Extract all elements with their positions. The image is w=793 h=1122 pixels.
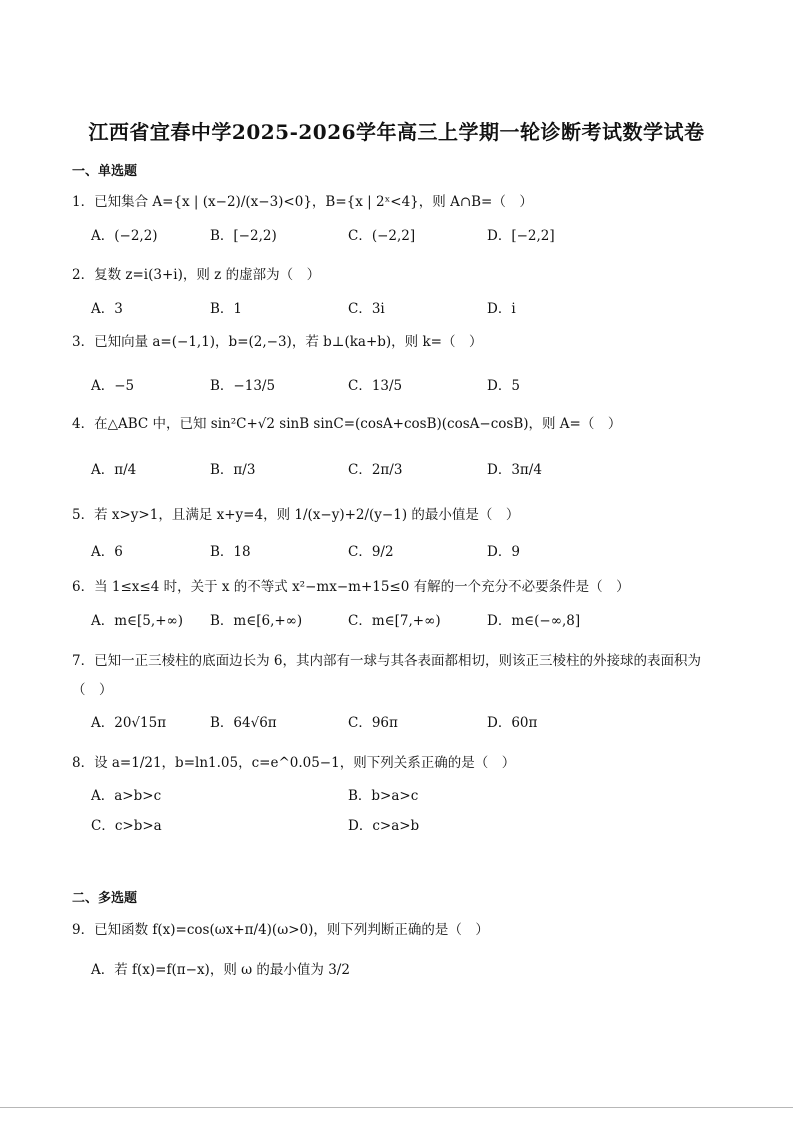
question-1-option-c[interactable]: C．(−2,2] <box>348 228 416 244</box>
question-7-option-b[interactable]: B．64√6π <box>210 715 277 731</box>
question-9-stem: 9．已知函数 f(x)=cos(ωx+π/4)(ω>0)，则下列判断正确的是（ ） <box>72 922 489 938</box>
question-7-stem-continued: （ ） <box>72 682 113 698</box>
question-8-option-c[interactable]: C．c>b>a <box>91 818 162 834</box>
question-2-stem: 2．复数 z=i(3+i)，则 z 的虚部为（ ） <box>72 267 321 283</box>
question-2-option-c[interactable]: C．3i <box>348 301 385 317</box>
question-7-option-d[interactable]: D．60π <box>487 715 538 731</box>
question-4-option-a[interactable]: A．π/4 <box>91 462 137 478</box>
question-2-option-b[interactable]: B．1 <box>210 301 243 317</box>
question-1-option-d[interactable]: D．[−2,2] <box>487 228 555 244</box>
question-2-option-a[interactable]: A．3 <box>91 301 123 317</box>
question-4-stem: 4．在△ABC 中，已知 sin²C+√2 sinB sinC=(cosA+cosB)(cosA−cosB)，则 A=（ ） <box>72 416 622 432</box>
question-7-option-c[interactable]: C．96π <box>348 715 398 731</box>
question-1-option-a[interactable]: A．(−2,2) <box>91 228 158 244</box>
question-6-option-a[interactable]: A．m∈[5,+∞) <box>91 613 184 629</box>
question-4-option-c[interactable]: C．2π/3 <box>348 462 403 478</box>
question-3-option-c[interactable]: C．13/5 <box>348 378 403 394</box>
question-8-stem: 8．设 a=1/21，b=ln1.05，c=e^0.05−1，则下列关系正确的是（ ） <box>72 755 516 771</box>
question-4-option-b[interactable]: B．π/3 <box>210 462 256 478</box>
section-single-choice: 一、单选题 <box>72 164 138 179</box>
question-1-option-b[interactable]: B．[−2,2) <box>210 228 277 244</box>
question-6-stem: 6．当 1≤x≤4 时，关于 x 的不等式 x²−mx−m+15≤0 有解的一个充分不必要条件是（ ） <box>72 579 630 595</box>
question-5-stem: 5．若 x>y>1，且满足 x+y=4，则 1/(x−y)+2/(y−1) 的最小值是（ ） <box>72 507 520 523</box>
question-8-option-b[interactable]: B．b>a>c <box>348 788 419 804</box>
question-9-option-a[interactable]: A．若 f(x)=f(π−x)，则 ω 的最小值为 3/2 <box>91 962 350 978</box>
question-8-option-a[interactable]: A．a>b>c <box>91 788 162 804</box>
question-5-option-a[interactable]: A．6 <box>91 544 123 560</box>
question-5-option-c[interactable]: C．9/2 <box>348 544 394 560</box>
question-5-option-d[interactable]: D．9 <box>487 544 520 560</box>
question-8-option-d[interactable]: D．c>a>b <box>348 818 420 834</box>
question-5-option-b[interactable]: B．18 <box>210 544 251 560</box>
question-1-stem: 1．已知集合 A={x | (x−2)/(x−3)<0}，B={x | 2ˣ<4}，则 A∩B=（ ） <box>72 194 533 210</box>
question-3-option-a[interactable]: A．−5 <box>91 378 135 394</box>
question-6-option-d[interactable]: D．m∈(−∞,8] <box>487 613 581 629</box>
page-bottom-divider <box>0 1107 793 1108</box>
question-6-option-c[interactable]: C．m∈[7,+∞) <box>348 613 441 629</box>
section-multi-choice: 二、多选题 <box>72 891 138 906</box>
question-4-option-d[interactable]: D．3π/4 <box>487 462 542 478</box>
question-7-stem: 7．已知一正三棱柱的底面边长为 6，其内部有一球与其各表面都相切，则该正三棱柱的外接球的表面积为 <box>72 653 701 669</box>
page-title: 江西省宜春中学2025-2026学年高三上学期一轮诊断考试数学试卷 <box>88 120 705 144</box>
question-7-option-a[interactable]: A．20√15π <box>91 715 167 731</box>
question-3-option-d[interactable]: D．5 <box>487 378 520 394</box>
question-3-stem: 3．已知向量 a=(−1,1)，b=(2,−3)，若 b⊥(ka+b)，则 k=（ ） <box>72 334 483 350</box>
question-2-option-d[interactable]: D．i <box>487 301 516 317</box>
question-6-option-b[interactable]: B．m∈[6,+∞) <box>210 613 303 629</box>
question-3-option-b[interactable]: B．−13/5 <box>210 378 276 394</box>
